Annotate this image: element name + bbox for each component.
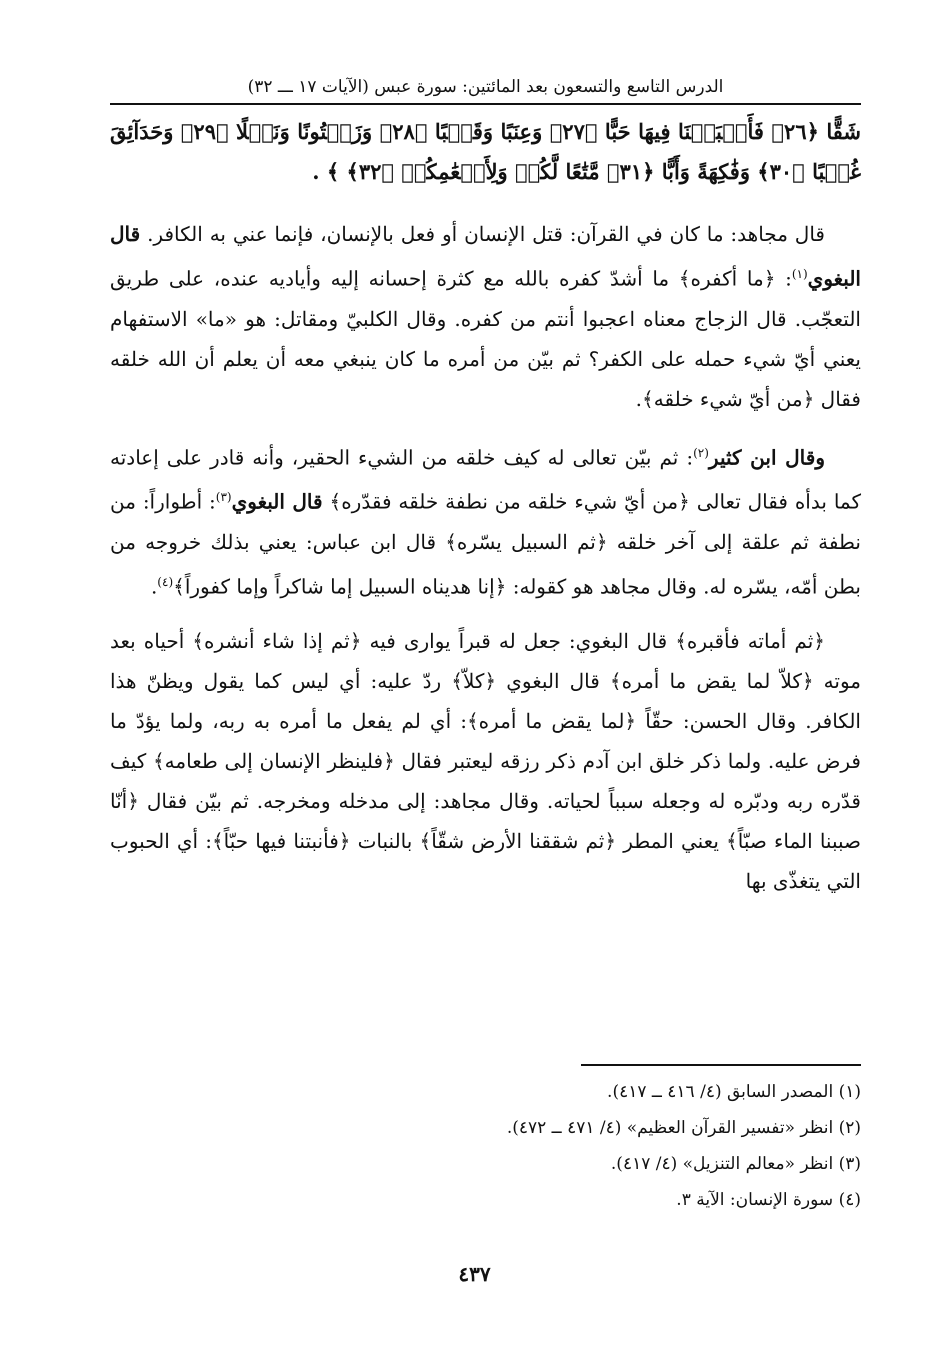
footnote-ref-3[interactable]: (٣) (215, 490, 232, 505)
quran-verse: شَقًّا ﴿٢٦﴾ فَأَنۢبَتۡنَا فِيهَا حَبًّا ﴿٢٧﴾ وَعِنَبًا وَقَضۡبًا ﴿٢٨﴾ وَزَيۡتُونًا وَنَخۡلًا ﴿٢٩﴾ وَحَدَآئِقَ غُلۡبًا ﴿٣٠﴾ وَفَٰكِهَةً وَأَبًّا ﴿٣١﴾ مَّتَٰعًا لَّكُمۡ وَلِأَنۡعَٰمِكُمۡ ﴿٣٢﴾ ﴾ . (110, 119, 862, 184)
running-header: الدرس التاسع والتسعون بعد المائتين: سورة عبس (الآيات ١٧ ـــ ٣٢) (247, 77, 724, 97)
footnote-rule (581, 1064, 861, 1066)
paragraph-1 (110, 214, 861, 419)
footnotes (110, 1074, 861, 1218)
paragraph-3 (110, 621, 861, 901)
para3-text: ﴿ثم أماته فأقبره﴾ قال البغوي: جعل له قبراً يوارى فيه ﴿ثم إذا شاء أنشره﴾ أحياه بعد موته ﴿كلاّ لما يقض ما أمره﴾ قال البغوي ﴿كلاّ﴾ ردّ عليه: أي ليس كما يقول ويظنّ هذا الكافر. وقال الحسن: حقّاً ﴿لما يقض ما أمره﴾: أي لم يفعل ما أمره به ربه، ولما يؤدّ ما فرض عليه. ولما ذكر خلق ابن آدم ذكر رزقه ليعتبر فقال ﴿فلينظر الإنسان إلى طعامه﴾ كيف قدّره ربه ودبّره له وجعله سبباً لحياته. وقال مجاهد: إلى مدخله ومخرجه. ثم بيّن فقال ﴿أنّا صببنا الماء صبّاً﴾ يعني المطر ﴿ثم شققنا الأرض شقّاً﴾ بالنبات ﴿فأنبتنا فيها حبّاً﴾: أي الحبوب التي يتغذّى بها (110, 628, 861, 893)
para2-text-a: : ثم بيّن تعالى له كيف خلقه من الشيء الحقير، وأنه قادر على إعادته كما بدأه فقال تعالى ﴿من أيّ شيء خلقه من نطفة خلقه فقدّره﴾ (110, 445, 861, 514)
body-text (110, 112, 861, 915)
paragraph-2 (110, 433, 861, 607)
header-rule (110, 103, 861, 105)
para2-text-b: : أطواراً: من نطفة ثم علقة إلى آخر خلقه ﴿ثم السبيل يسّره﴾ قال ابن عباس: يعني بذلك خروجه من بطن أمّه، يسّره له. وقال مجاهد هو كقوله: ﴿إنا هديناه السبيل إما شاكراً وإما كفوراً﴾ (110, 489, 861, 599)
footnote-3: (٣) انظر «معالم التنزيل» (٤/ ٤١٧). (610, 1154, 861, 1174)
footnote-ref-2[interactable]: (٢) (693, 445, 709, 460)
para2-label-1: وقال ابن كثير (708, 445, 825, 470)
para1-text-b: : ﴿ما أكفره﴾ ما أشدّ كفره بالله مع كثرة إحسانه إليه وأياديه عنده، على طريق التعجّب. قال الزجاج معناه اعجبوا أنتم من كفره. وقال الكلبيّ ومقاتل: هو «ما» الاستفهام يعني أيّ شيء حمله على الكفر؟ ثم بيّن من أمره ما كان ينبغي معه أن يعلم أن الله خلقه فقال ﴿من أيّ شيء خلقه﴾. (110, 266, 861, 411)
footnote-ref-4[interactable]: (٤) (157, 574, 174, 589)
para2-text-c: . (150, 574, 158, 599)
footnote-ref-1[interactable]: (١) (791, 267, 808, 281)
para1-label: قال البغوي (110, 222, 861, 291)
para2-label-2: قال البغوي (231, 489, 323, 514)
footnote-2: (٢) انظر «تفسير القرآن العظيم» (٤/ ٤٧١ ــ ٤٧٢). (506, 1118, 861, 1138)
footnote-4: (٤) سورة الإنسان: الآية ٣. (676, 1190, 861, 1210)
para1-text-a: قال مجاهد: ما كان في القرآن: قتل الإنسان أو فعل بالإنسان، فإنما عني به الكافر. (147, 222, 825, 246)
footnote-1: (١) المصدر السابق (٤/ ٤١٦ ــ ٤١٧). (607, 1082, 861, 1102)
page-number: ٤٣٧ (458, 1262, 491, 1286)
